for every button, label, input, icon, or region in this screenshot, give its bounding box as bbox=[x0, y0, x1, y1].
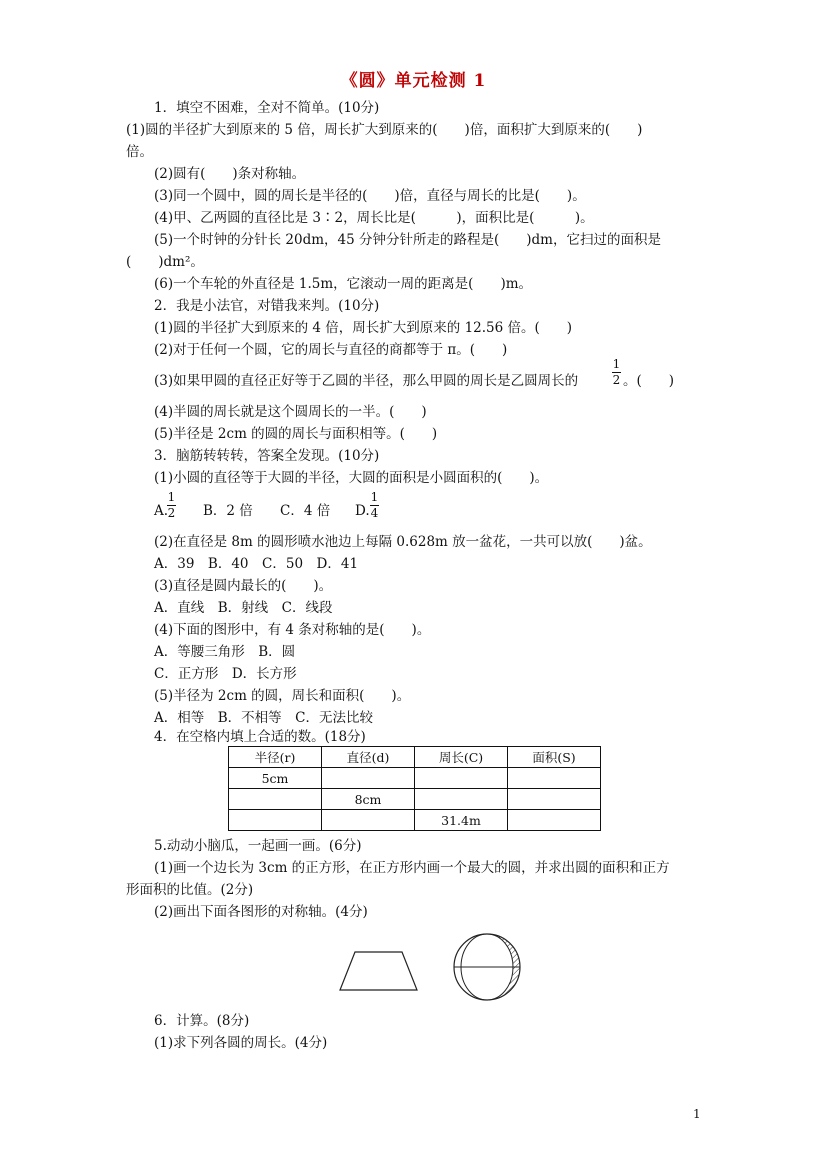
page-number: 1 bbox=[693, 1107, 701, 1121]
q2-item-3: (3)如果甲圆的直径正好等于乙圆的半径，那么甲圆的周长是乙圆周长的 bbox=[154, 373, 579, 389]
fraction-numerator: 1 bbox=[167, 490, 176, 504]
q3-opt-b: B．2 倍 bbox=[203, 503, 253, 519]
table-cell[interactable] bbox=[229, 789, 322, 810]
header-diameter: 直径(d) bbox=[322, 747, 415, 768]
q2-item-3-fraction bbox=[612, 358, 621, 387]
q2-item-3-tail: 。( ) bbox=[623, 373, 675, 389]
circle-figure bbox=[450, 930, 524, 1004]
q3-opt-d-label: D. bbox=[355, 503, 370, 519]
q3-opt-a-label: A. bbox=[154, 503, 169, 519]
q3-item-1: (1)小圆的直径等于大圆的半径，大圆的面积是小圆面积的( )。 bbox=[154, 470, 549, 486]
q3-heading: 3．脑筋转转转，答案全发现。(10分) bbox=[154, 448, 380, 464]
table-row bbox=[229, 768, 601, 789]
table-cell[interactable] bbox=[322, 768, 415, 789]
table-cell[interactable]: 5cm bbox=[229, 768, 322, 789]
q1-item-1: (1)圆的半径扩大到原来的 5 倍，周长扩大到原来的( )倍，面积扩大到原来的( ) bbox=[126, 122, 643, 138]
q1-item-2: (2)圆有( )条对称轴。 bbox=[154, 166, 306, 182]
q1-item-5: (5)一个时钟的分针长 20dm，45 分钟分针所走的路程是( )dm，它扫过的面积是 bbox=[154, 232, 661, 248]
q2-heading: 2．我是小法官，对错我来判。(10分) bbox=[154, 298, 380, 314]
q3-item-3: (3)直径是圆内最长的( )。 bbox=[154, 578, 333, 594]
q3-item-2: (2)在直径是 8m 的圆形喷水池边上每隔 0.628m 放一盆花，一共可以放( )盆。 bbox=[154, 534, 652, 550]
fraction-numerator: 1 bbox=[370, 490, 379, 504]
q1-item-4: (4)甲、乙两圆的直径比是 3∶2，周长比是( )，面积比是( )。 bbox=[154, 210, 594, 226]
table-cell[interactable]: 8cm bbox=[322, 789, 415, 810]
q6-item-1: (1)求下列各圆的周长。(4分) bbox=[154, 1035, 328, 1051]
fraction-denominator: 2 bbox=[612, 373, 621, 387]
q1-item-1-cont: 倍。 bbox=[126, 144, 153, 160]
q3-item-3-options: A．直线 B．射线 C．线段 bbox=[154, 600, 333, 616]
q6-heading: 6．计算。(8分) bbox=[154, 1013, 250, 1029]
header-area: 面积(S) bbox=[508, 747, 601, 768]
table-cell[interactable] bbox=[415, 768, 508, 789]
table-cell[interactable] bbox=[322, 810, 415, 831]
q3-item-4-options-2: C．正方形 D．长方形 bbox=[154, 666, 297, 682]
q3-item-5-options: A．相等 B．不相等 C．无法比较 bbox=[154, 710, 373, 726]
q1-heading: 1．填空不困难，全对不简单。(10分) bbox=[154, 100, 380, 116]
q4-heading: 4．在空格内填上合适的数。(18分) bbox=[154, 729, 366, 745]
q5-item-2: (2)画出下面各图形的对称轴。(4分) bbox=[154, 904, 368, 920]
q2-item-1: (1)圆的半径扩大到原来的 4 倍，周长扩大到原来的 12.56 倍。( ) bbox=[154, 320, 573, 336]
q2-item-2: (2)对于任何一个圆，它的周长与直径的商都等于 π。( ) bbox=[154, 342, 508, 358]
fraction-denominator: 2 bbox=[167, 506, 176, 520]
table-cell[interactable] bbox=[508, 810, 601, 831]
q3-opt-c: C．4 倍 bbox=[280, 503, 331, 519]
table-cell[interactable] bbox=[508, 768, 601, 789]
fraction-numerator: 1 bbox=[612, 357, 621, 371]
table-cell[interactable] bbox=[415, 789, 508, 810]
header-radius: 半径(r) bbox=[229, 747, 322, 768]
q3-opt-d-fraction bbox=[370, 491, 379, 520]
q3-item-4-options-1: A．等腰三角形 B．圆 bbox=[154, 644, 296, 660]
table-cell[interactable]: 31.4m bbox=[415, 810, 508, 831]
header-circumference: 周长(C) bbox=[415, 747, 508, 768]
q5-item-1: (1)画一个边长为 3cm 的正方形，在正方形内画一个最大的圆，并求出圆的面积和正方 bbox=[154, 860, 670, 876]
q3-item-4: (4)下面的图形中，有 4 条对称轴的是( )。 bbox=[154, 622, 431, 638]
q3-item-5: (5)半径为 2cm 的圆，周长和面积( )。 bbox=[154, 688, 411, 704]
q5-heading: 5.动动小脑瓜，一起画一画。(6分) bbox=[154, 838, 362, 854]
table-row bbox=[229, 789, 601, 810]
page-title: 《圆》单元检测 1 bbox=[340, 71, 487, 91]
q1-item-5-cont: ( )dm²。 bbox=[126, 254, 204, 270]
q5-item-1-cont: 形面积的比值。(2分) bbox=[126, 882, 254, 898]
table-cell[interactable] bbox=[508, 789, 601, 810]
q3-opt-a-fraction bbox=[167, 491, 176, 520]
table-cell[interactable] bbox=[229, 810, 322, 831]
fill-in-table bbox=[228, 746, 601, 831]
q2-item-5: (5)半径是 2cm 的圆的周长与面积相等。( ) bbox=[154, 426, 438, 442]
table-header-row bbox=[229, 747, 601, 768]
table-row bbox=[229, 810, 601, 831]
q1-item-3: (3)同一个圆中，圆的周长是半径的( )倍，直径与周长的比是( )。 bbox=[154, 188, 586, 204]
trapezoid-figure bbox=[338, 948, 420, 994]
q1-item-6: (6)一个车轮的外直径是 1.5m，它滚动一周的距离是( )m。 bbox=[154, 276, 533, 292]
q3-item-2-options: A．39 B．40 C．50 D．41 bbox=[154, 556, 359, 572]
q2-item-4: (4)半圆的周长就是这个圆周长的一半。( ) bbox=[154, 404, 427, 420]
fraction-denominator: 4 bbox=[370, 506, 379, 520]
